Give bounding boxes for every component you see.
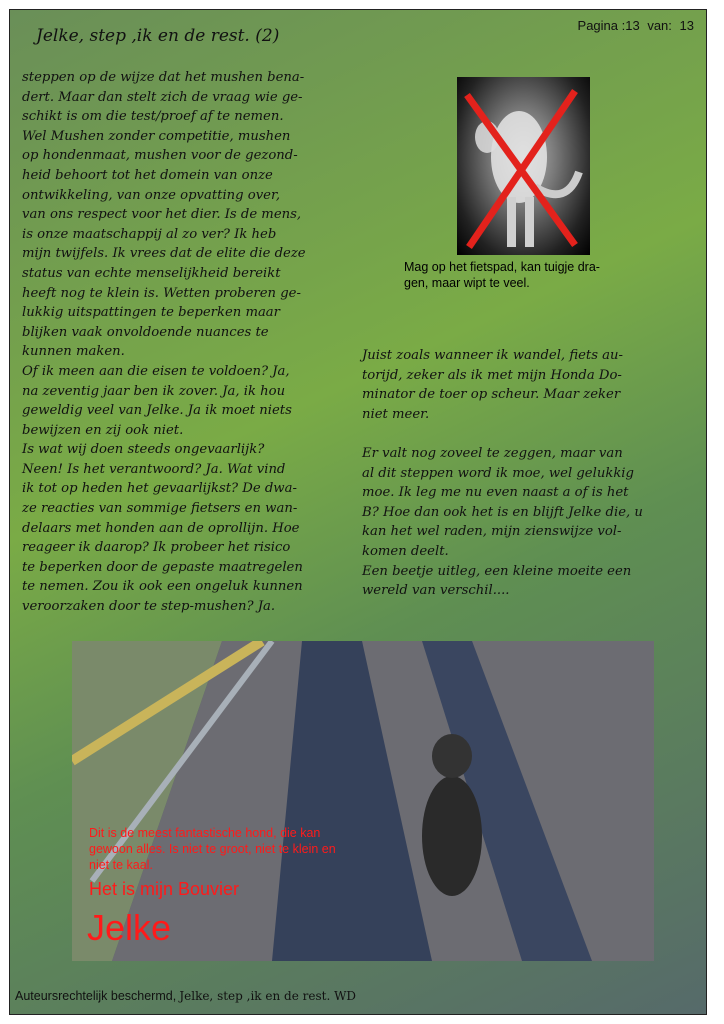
footer-copyright: Auteursrechtelijk beschermd, bbox=[15, 989, 177, 1003]
page bbox=[9, 9, 707, 1015]
text-column-left: steppen op de wijze dat het mushen bena- dert. Maar dan stelt zich de vraag wie ge- schikt is om die test/proef af te nemen. Wel Mushen zonder competitie, mushen op hondenmaat, mushen voor de gezond- heid behoort tot het domein van onze ontwikkeling, van onze opvatting over, van ons respect voor het dier. Is de mens, is onze maatschappij al zo ver? Ik heb mijn twijfels. Ik vrees dat de elite die deze status van echte menselijkheid bereikt heeft nog te klein is. Wetten proberen ge- lukkig uitspattingen te beperken maar blijken vaak onvoldoende nuances te kunnen maken. Of ik meen aan die eisen te voldoen? Ja, na zeventig jaar ben ik zover. Ja, ik hou geweldig veel van Jelke. Ja ik moet niets bewijzen en zij ook niet. Is wat wij doen steeds ongevaarlijk? Neen! Is het verantwoord? Ja. Wat vind ik tot op heden het gevaarlijkst? De dwa- ze reacties van sommige fietsers en wan- delaars met honden aan de oprollijn. Hoe reageer ik daarop? Ik probeer het risico te beperken door de gepaste maatregelen te nemen. Zou ik ook een ongeluk kunnen veroorzaken door te step-mushen? Ja. bbox=[22, 70, 306, 615]
photo-caption-medium: Het is mijn Bouvier bbox=[89, 879, 240, 899]
footer bbox=[15, 989, 356, 1004]
page-total: 13 bbox=[679, 18, 694, 33]
page-label: Pagina :13 bbox=[577, 18, 640, 33]
kangaroo-image bbox=[457, 77, 590, 255]
dog-photo bbox=[72, 641, 654, 961]
of-label: van: bbox=[647, 18, 672, 33]
text-column-right: Juist zoals wanneer ik wandel, fiets au- torijd, zeker als ik met mijn Honda Do- minator de toer op scheur. Maar zeker niet meer. Er valt nog zoveel te zeggen, maar van al dit steppen word ik moe, wel gelukkig moe. Ik leg me nu even naast a of is het B? Hoe dan ook het is en blijft Jelke die, u kan het wel raden, mijn zienswijze vol- komen deelt. Een beetje uitleg, een kleine moeite een wereld van verschil.... bbox=[362, 348, 643, 599]
footer-ref: Jelke, step ,ik en de rest. WD bbox=[179, 989, 357, 1003]
kangaroo-caption: Mag op het fietspad, kan tuigje dra- gen, maar wipt te veel. bbox=[404, 260, 600, 290]
photo-caption-large: Jelke bbox=[87, 907, 172, 948]
page-number bbox=[574, 18, 694, 33]
page-title: Jelke, step ,ik en de rest. (2) bbox=[36, 26, 280, 46]
photo-caption-small: Dit is de meest fantastische hond, die kan gewoon alles. Is niet te groot, niet te klein en niet te kaal. bbox=[89, 826, 336, 872]
